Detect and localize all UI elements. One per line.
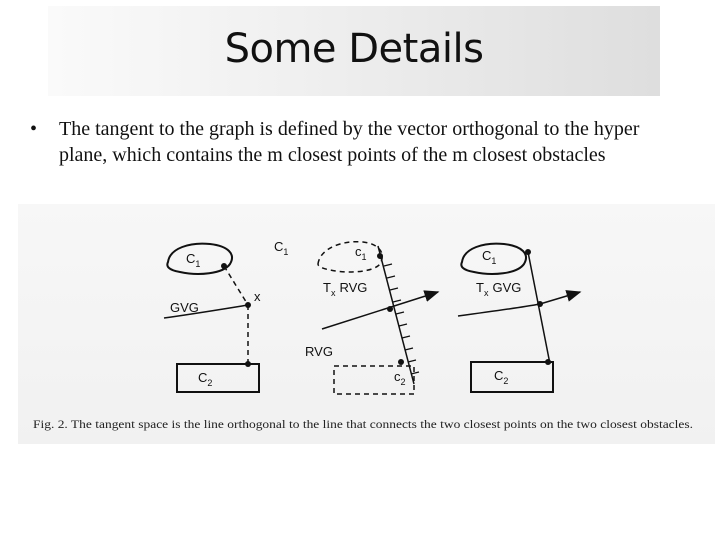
- panel-2: [305, 242, 438, 394]
- gvg-label: GVG: [170, 300, 199, 315]
- slide-title: Some Details: [224, 26, 484, 72]
- closest-point-c2: [398, 359, 404, 365]
- obstacle-c2-box: [177, 364, 259, 392]
- c2-label: $C_2$: [494, 368, 509, 386]
- tangent-arrow: [540, 292, 580, 304]
- c2-label: $C_2$: [198, 370, 213, 388]
- c1-outer-label: $C_1$: [274, 239, 289, 257]
- closest-point-c1: [525, 249, 531, 255]
- rvg-point: [387, 306, 393, 312]
- closest-point-c1: [377, 253, 383, 259]
- c1-label: $C_1$: [186, 251, 201, 269]
- bullet-text: The tangent to the graph is defined by the vector orthogonal to the hyper plane, which contains the m closest points of the m closest obstacles: [59, 118, 640, 166]
- bullet-dot: •: [30, 118, 38, 140]
- rvg-label: RVG: [305, 344, 333, 359]
- gvg-point-x: [245, 302, 251, 308]
- c1-label: $c_1$: [355, 244, 367, 262]
- hyperplane-line: [378, 246, 414, 384]
- closest-point-c1: [221, 263, 227, 269]
- figure-caption: Fig. 2. The tangent space is the line orthogonal to the line that connects the two closest points on the two closest obstacles.: [33, 419, 694, 431]
- title-box: [48, 6, 660, 96]
- hatch-marks: [384, 264, 419, 374]
- c1-label: $C_1$: [482, 248, 497, 266]
- obstacle-c1-dashed: [318, 242, 382, 272]
- panel-3: [458, 244, 580, 392]
- panel-1: [164, 239, 288, 392]
- tx-gvg-label: $T_x$ GVG: [476, 280, 522, 298]
- scanned-figure: [18, 204, 715, 444]
- tx-rvg-label: $T_x$ RVG: [323, 280, 368, 298]
- c2-label: $c_2$: [394, 369, 406, 387]
- tangent-arrow: [322, 292, 438, 329]
- x-label: x: [254, 289, 261, 304]
- hyperplane-line: [528, 252, 550, 364]
- dashed-to-c1: [224, 266, 248, 305]
- figure-diagram: [18, 204, 715, 444]
- gvg-curve: [458, 304, 540, 316]
- obstacle-c2-box: [471, 362, 553, 392]
- gvg-point: [537, 301, 543, 307]
